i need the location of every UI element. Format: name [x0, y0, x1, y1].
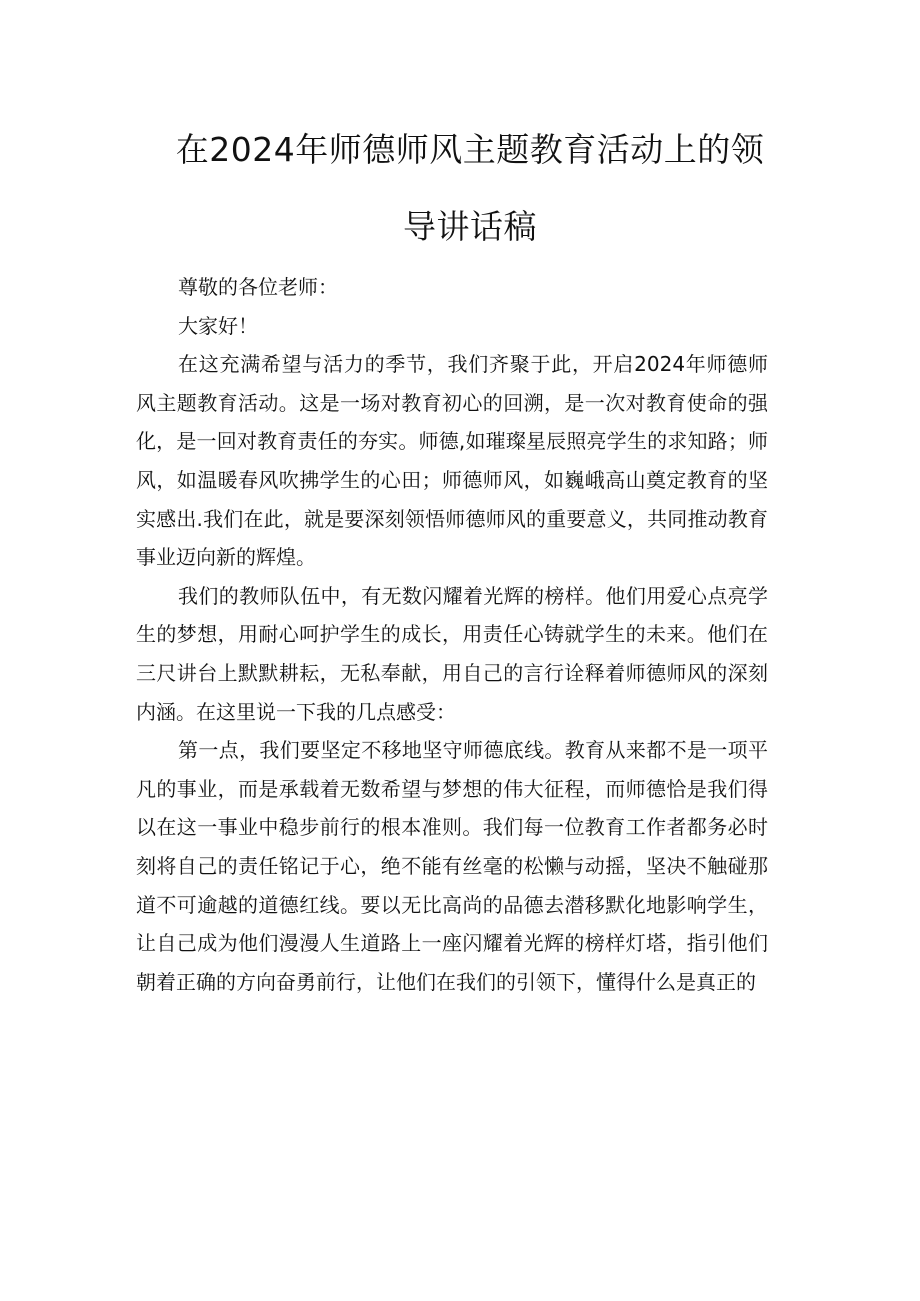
paragraph: 在这充满希望与活力的季节，我们齐聚于此，开启2024年师德师风主题教育活动。这是一场对教育初心的回溯，是一次对教育使命的强化，是一回对教育责任的夯实。师德,如璀璨星辰照亮学生的求知路；师风，如温暖春风吹拂学生的心田；师德师风，如巍峨高山奠定教育的坚实感出.我们在此，就是要深刻领悟师德师风的重要意义，共同推动教育事业迈向新的辉煌。: [136, 352, 768, 570]
salutation: 尊敬的各位老师：: [178, 275, 338, 299]
document-body: [136, 268, 768, 1001]
document-title-line-1: 在2024年师德师风主题教育活动上的领: [175, 130, 765, 169]
greeting: 大家好！: [178, 313, 258, 338]
paragraph: 第一点，我们要坚定不移地坚守师德底线。教育从来都不是一项平凡的事业，而是承载着无数希望与梦想的伟大征程，而师德恰是我们得以在这一事业中稳步前行的根本准则。我们每一位教育工作者都务必时刻将自己的责任铭记于心，绝不能有丝毫的松懒与动摇，坚决不触碰那道不可逾越的道德红线。要以无比高尚的品德去潜移默化地影响学生，让自己成为他们漫漫人生道路上一座闪耀着光辉的榜样灯塔，指引他们朝着正确的方向奋勇前行，让他们在我们的引领下，懂得什么是真正的: [136, 738, 768, 994]
document-title-line-2: 导讲话稿: [403, 207, 537, 246]
paragraph: 我们的教师队伍中，有无数闪耀着光辉的榜样。他们用爱心点亮学生的梦想，用耐心呵护学生的成长，用责任心铸就学生的未来。他们在三尺讲台上默默耕耘，无私奉献，用自己的言行诠释着师德师风的深刻内涵。在这里说一下我的几点感受：: [136, 583, 768, 724]
